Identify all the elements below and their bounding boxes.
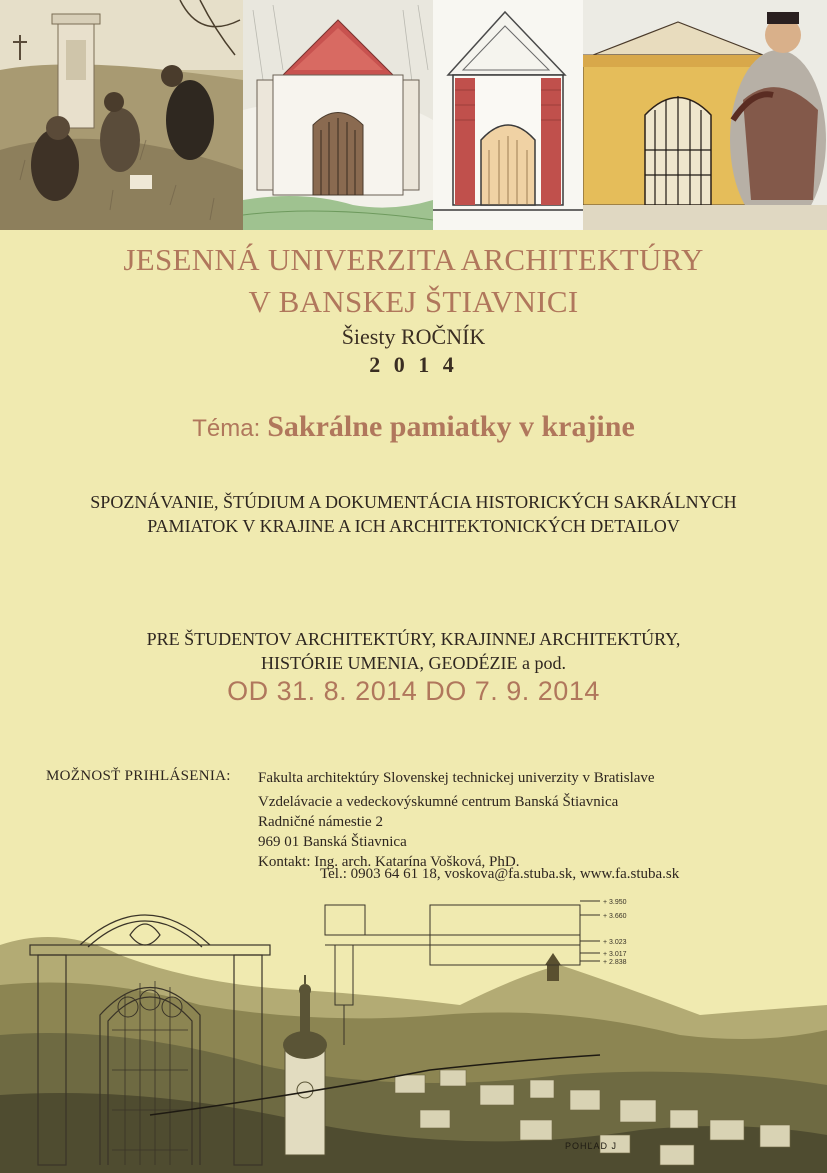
town-and-drawing-artwork	[0, 895, 827, 1173]
theme-heading	[0, 410, 827, 444]
elevation-label-1: + 3.950	[603, 899, 627, 906]
elevation-label-2: + 3.660	[603, 913, 627, 920]
drawing-view-label: POHĽAD J	[565, 1141, 618, 1151]
registration-address	[258, 768, 655, 872]
event-title-line1: JESENNÁ UNIVERZITA ARCHITEKTÚRY	[123, 242, 704, 277]
registration-city: 969 01 Banská Štiavnica	[258, 834, 407, 850]
audience-line2: HISTÓRIE UMENIA, GEODÉZIE a pod.	[261, 653, 566, 673]
event-year: 2 0 1 4	[369, 352, 458, 377]
audience-line1: PRE ŠTUDENTOV ARCHITEKTÚRY, KRAJINNEJ ARCHITEKTÚRY,	[146, 629, 681, 649]
event-dates: OD 31. 8. 2014 DO 7. 9. 2014	[227, 676, 600, 706]
students-sketching-photo	[0, 0, 243, 230]
elevation-label-5: + 2.838	[603, 959, 627, 966]
chapel-sketch-2	[433, 0, 583, 230]
description-line2: PAMIATOK V KRAJINE A ICH ARCHITEKTONICKÝCH DETAILOV	[147, 516, 680, 536]
event-title-line2: V BANSKEJ ŠTIAVNICI	[248, 284, 579, 319]
registration-contact: Kontakt: Ing. arch. Katarína Vošková, PhD.	[258, 854, 520, 870]
description-line1: SPOZNÁVANIE, ŠTÚDIUM A DOKUMENTÁCIA HISTORICKÝCH SAKRÁLNYCH	[90, 492, 737, 512]
chapel-sketch-1	[243, 0, 433, 230]
registration-faculty: Fakulta architektúry Slovenskej technickej univerzity v Bratislave	[258, 770, 655, 786]
registration-centre: Vzdelávacie a vedeckovýskumné centrum Banská Štiavnica	[258, 794, 619, 810]
theme-label: Téma:	[192, 415, 261, 442]
theme-value: Sakrálne pamiatky v krajine	[267, 410, 635, 443]
registration-label: MOŽNOSŤ PRIHLÁSENIA:	[46, 768, 231, 784]
registration-phone-email: Tel.: 0903 64 61 18, voskova@fa.stuba.sk, www.fa.stuba.sk	[320, 866, 680, 882]
chapel-sketch-3	[583, 0, 827, 230]
edition-label: Šiesty ROČNÍK	[341, 324, 486, 349]
registration-street: Radničné námestie 2	[258, 814, 383, 830]
elevation-label-4: + 3.017	[603, 951, 627, 958]
header-image-strip	[0, 0, 827, 230]
elevation-label-3: + 3.023	[603, 939, 627, 946]
